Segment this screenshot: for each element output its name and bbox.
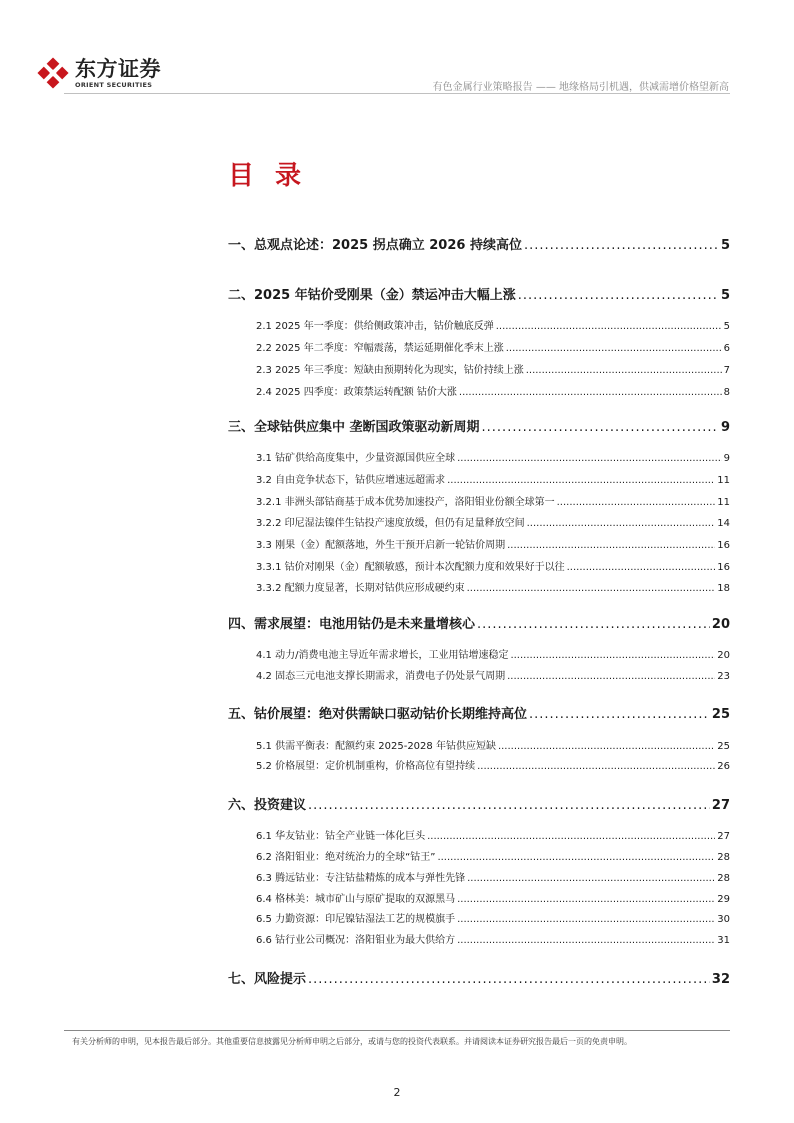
toc-leader — [567, 562, 716, 573]
toc-leader — [496, 321, 722, 332]
toc-entry-page: 5 — [723, 321, 730, 332]
footer-divider — [64, 1030, 730, 1031]
toc-entry-page: 16 — [717, 562, 730, 573]
toc-entry[interactable] — [256, 667, 730, 682]
orient-securities-logo-icon — [36, 56, 70, 90]
disclaimer: 有关分析师的申明，见本报告最后部分。其他重要信息披露见分析师申明之后部分，或请与您的投资代表联系。并请阅读本证券研究报告最后一页的免责申明。 — [72, 1037, 632, 1046]
toc-entry-label: 四、需求展望：电池用钴仍是未来量增核心 — [228, 617, 476, 632]
toc-entry[interactable] — [228, 794, 730, 813]
toc-leader — [524, 238, 719, 253]
toc-entry[interactable] — [256, 646, 730, 661]
toc-entry[interactable] — [256, 383, 730, 398]
company-logo — [36, 56, 161, 90]
toc-entry-label: 三、全球钴供应集中 垄断国政策驱动新周期 — [228, 420, 480, 435]
toc-leader — [437, 852, 715, 863]
toc-entry-page: 32 — [711, 972, 730, 987]
toc-leader — [467, 583, 716, 594]
toc-entry-page: 29 — [717, 894, 730, 905]
toc-entry-label: 3.2 自由竞争状态下，钴供应增速远超需求 — [256, 475, 446, 486]
toc-leader — [457, 894, 715, 905]
toc-entry-label: 6.1 华友钴业：钴全产业链一体化巨头 — [256, 831, 426, 842]
toc-leader — [518, 288, 719, 303]
report-title: 有色金属行业策略报告 —— 地缘格局引机遇，供减需增价格望新高 — [432, 82, 729, 93]
toc-entry[interactable] — [256, 536, 730, 551]
toc-entry-page: 27 — [711, 798, 730, 813]
toc-heading: 目 录 — [228, 161, 308, 191]
toc-leader — [467, 873, 715, 884]
toc-entry-label: 3.1 钴矿供给高度集中，少量资源国供应全球 — [256, 453, 456, 464]
toc-entry-page: 27 — [717, 831, 730, 842]
toc-entry[interactable] — [256, 579, 730, 594]
toc-entry[interactable] — [228, 968, 730, 987]
logo-english-name: ORIENT SECURITIES — [75, 80, 153, 89]
toc-entry[interactable] — [228, 613, 730, 632]
toc-entry[interactable] — [256, 558, 730, 573]
toc-entry-label: 4.1 动力/消费电池主导近年需求增长，工业用钴增速稳定 — [256, 650, 509, 661]
toc-entry[interactable] — [256, 827, 730, 842]
toc-entry-page: 8 — [723, 387, 730, 398]
toc-entry-page: 23 — [717, 671, 730, 682]
toc-entry-label: 6.5 力勤资源：印尼镍钴湿法工艺的规模旗手 — [256, 914, 456, 925]
toc-entry[interactable] — [228, 703, 730, 722]
toc-leader — [510, 650, 715, 661]
toc-leader — [308, 798, 710, 813]
toc-entry-page: 14 — [717, 518, 730, 529]
toc-entry[interactable] — [256, 757, 730, 772]
toc-leader — [498, 741, 715, 752]
toc-entry-label: 3.3.1 钴价对刚果（金）配额敏感，预计本次配额力度和效果好于以往 — [256, 562, 565, 573]
toc-entry-label: 6.2 洛阳钼业：绝对统治力的全球“钴王” — [256, 852, 436, 863]
toc-entry-page: 20 — [711, 617, 730, 632]
toc-entry[interactable] — [228, 234, 730, 253]
toc-entry-label: 2.4 2025 四季度：政策禁运转配额 钴价大涨 — [256, 387, 457, 398]
logo-chinese-name: 东方证券 — [75, 56, 161, 81]
toc-entry-page: 30 — [717, 914, 730, 925]
toc-leader — [477, 761, 715, 772]
toc-leader — [427, 831, 715, 842]
header-divider — [64, 93, 730, 94]
toc-entry-page: 26 — [717, 761, 730, 772]
toc-entry[interactable] — [256, 737, 730, 752]
toc-leader — [507, 540, 715, 551]
toc-entry-page: 20 — [717, 650, 730, 661]
toc-leader — [526, 365, 722, 376]
toc-entry-page: 7 — [723, 365, 730, 376]
toc-leader — [457, 914, 715, 925]
toc-entry-page: 6 — [723, 343, 730, 354]
toc-entry[interactable] — [256, 361, 730, 376]
toc-entry[interactable] — [228, 416, 730, 435]
toc-entry-page: 9 — [723, 453, 730, 464]
toc-leader — [447, 475, 715, 486]
toc-entry[interactable] — [256, 848, 730, 863]
toc-leader — [557, 497, 716, 508]
toc-entry[interactable] — [256, 317, 730, 332]
toc-entry-label: 3.3.2 配额力度显著，长期对钴供应形成硬约束 — [256, 583, 465, 594]
toc-entry[interactable] — [256, 493, 730, 508]
toc-entry-label: 3.3 刚果（金）配额落地，外生干预开启新一轮钴价周期 — [256, 540, 506, 551]
toc-entry-label: 5.2 价格展望：定价机制重构，价格高位有望持续 — [256, 761, 476, 772]
toc-entry-page: 5 — [720, 288, 730, 303]
toc-leader — [477, 617, 710, 632]
toc-leader — [506, 343, 722, 354]
toc-entry[interactable] — [228, 284, 730, 303]
toc-entry-label: 3.2.2 印尼湿法镍伴生钴投产速度放缓，但仍有足量释放空间 — [256, 518, 525, 529]
toc-entry[interactable] — [256, 931, 730, 946]
toc-leader — [457, 453, 722, 464]
toc-entry-page: 11 — [717, 475, 730, 486]
toc-entry-label: 七、风险提示 — [228, 972, 307, 987]
toc-entry-label: 6.3 腾远钴业：专注钴盐精炼的成本与弹性先锋 — [256, 873, 466, 884]
toc-leader — [308, 972, 710, 987]
toc-leader — [529, 707, 710, 722]
toc-entry-page: 28 — [717, 873, 730, 884]
toc-entry[interactable] — [256, 890, 730, 905]
toc-entry-page: 18 — [717, 583, 730, 594]
toc-entry[interactable] — [256, 339, 730, 354]
toc-entry-page: 25 — [711, 707, 730, 722]
toc-entry-label: 2.2 2025 年二季度：窄幅震荡，禁运延期催化季末上涨 — [256, 343, 504, 354]
toc-entry-label: 一、总观点论述：2025 拐点确立 2026 持续高位 — [228, 238, 522, 253]
toc-entry-page: 11 — [717, 497, 730, 508]
toc-entry-label: 4.2 固态三元电池支撑长期需求，消费电子仍处景气周期 — [256, 671, 506, 682]
toc-entry-page: 5 — [720, 238, 730, 253]
toc-entry-label: 6.4 格林美：城市矿山与原矿提取的双源黑马 — [256, 894, 456, 905]
toc-entry-label: 五、钴价展望：绝对供需缺口驱动钴价长期维持高位 — [228, 707, 528, 722]
toc-entry-page: 9 — [720, 420, 730, 435]
toc-entry[interactable] — [256, 869, 730, 884]
toc-leader — [459, 387, 722, 398]
toc-entry-label: 六、投资建议 — [228, 798, 307, 813]
toc-entry[interactable] — [256, 514, 730, 529]
toc-leader — [527, 518, 716, 529]
toc-entry[interactable] — [256, 910, 730, 925]
toc-entry-label: 二、2025 年钴价受刚果（金）禁运冲击大幅上涨 — [228, 288, 516, 303]
page-number: 2 — [393, 1086, 401, 1099]
toc-leader — [482, 420, 719, 435]
toc-entry-label: 6.6 钴行业公司概况：洛阳钼业为最大供给方 — [256, 935, 456, 946]
toc-entry-label: 2.3 2025 年三季度：短缺由预期转化为现实，钴价持续上涨 — [256, 365, 524, 376]
toc-entry[interactable] — [256, 449, 730, 464]
toc-entry-page: 31 — [717, 935, 730, 946]
toc-entry-page: 25 — [717, 741, 730, 752]
toc-entry-page: 28 — [717, 852, 730, 863]
toc-entry[interactable] — [256, 471, 730, 486]
toc-entry-page: 16 — [717, 540, 730, 551]
toc-leader — [457, 935, 715, 946]
toc-entry-label: 2.1 2025 年一季度：供给侧政策冲击，钴价触底反弹 — [256, 321, 494, 332]
toc-entry-label: 3.2.1 非洲头部钴商基于成本优势加速投产，洛阳钼业份额全球第一 — [256, 497, 555, 508]
toc-leader — [507, 671, 715, 682]
toc-entry-label: 5.1 供需平衡表：配额约束 2025-2028 年钴供应短缺 — [256, 741, 496, 752]
